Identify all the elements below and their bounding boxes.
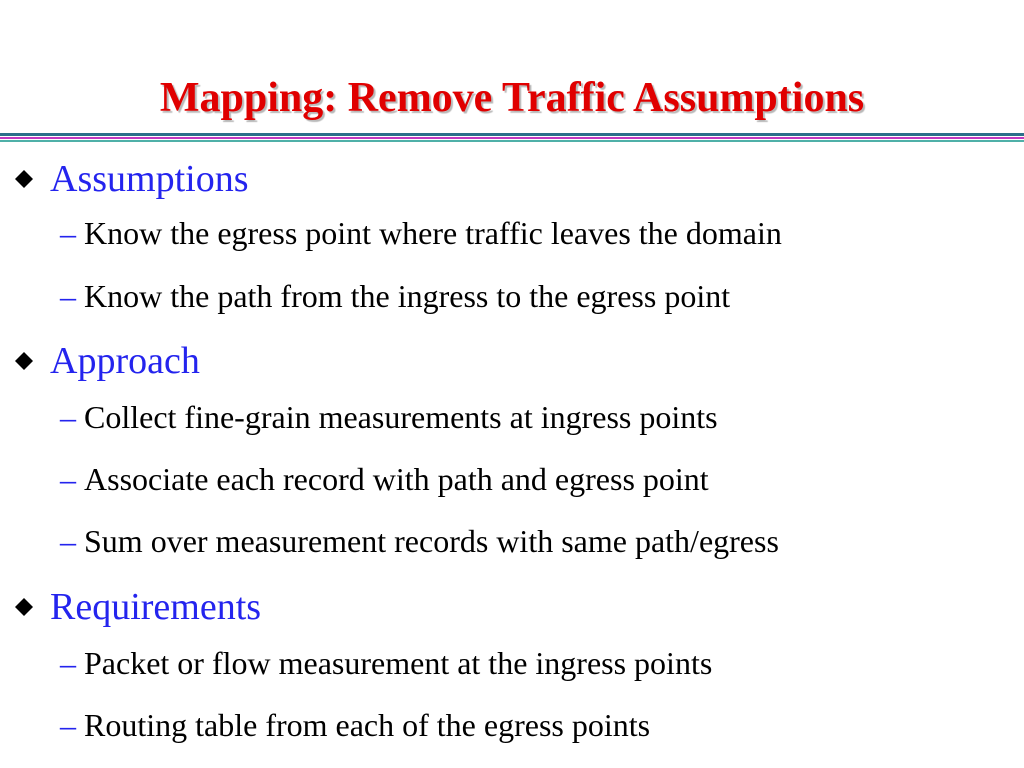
title-divider-teal (0, 133, 1024, 136)
list-item (60, 276, 730, 316)
list-item-text: Collect fine-grain measurements at ingress points (84, 399, 718, 435)
section-heading: Assumptions (50, 158, 249, 200)
list-item-text: Associate each record with path and egress point (84, 461, 709, 497)
list-item-text: Sum over measurement records with same path/egress (84, 523, 779, 559)
dash-bullet: – (60, 399, 76, 435)
dash-bullet: – (60, 523, 76, 559)
list-item-text: Know the path from the ingress to the egress point (84, 278, 731, 314)
dash-bullet: – (60, 278, 76, 314)
dash-bullet: – (60, 707, 76, 743)
title-divider-aqua (0, 140, 1024, 142)
list-item (60, 397, 718, 437)
list-item (60, 521, 779, 561)
dash-bullet: – (60, 461, 76, 497)
section-heading: Approach (50, 340, 200, 382)
list-item (60, 459, 709, 499)
list-item-text: Routing table from each of the egress points (84, 707, 651, 743)
diamond-bullet-icon (15, 598, 33, 616)
section-heading: Requirements (50, 586, 262, 628)
list-item (60, 213, 782, 253)
dash-bullet: – (60, 215, 76, 251)
title-divider-magenta (0, 137, 1024, 139)
list-item-text: Packet or flow measurement at the ingress points (84, 645, 713, 681)
dash-bullet: – (60, 645, 76, 681)
diamond-bullet-icon (15, 170, 33, 188)
slide-title: Mapping: Remove Traffic Assumptions (159, 75, 865, 121)
diamond-bullet-icon (15, 352, 33, 370)
list-item-text: Know the egress point where traffic leaves the domain (84, 215, 782, 251)
list-item (60, 643, 712, 683)
list-item (60, 705, 650, 745)
